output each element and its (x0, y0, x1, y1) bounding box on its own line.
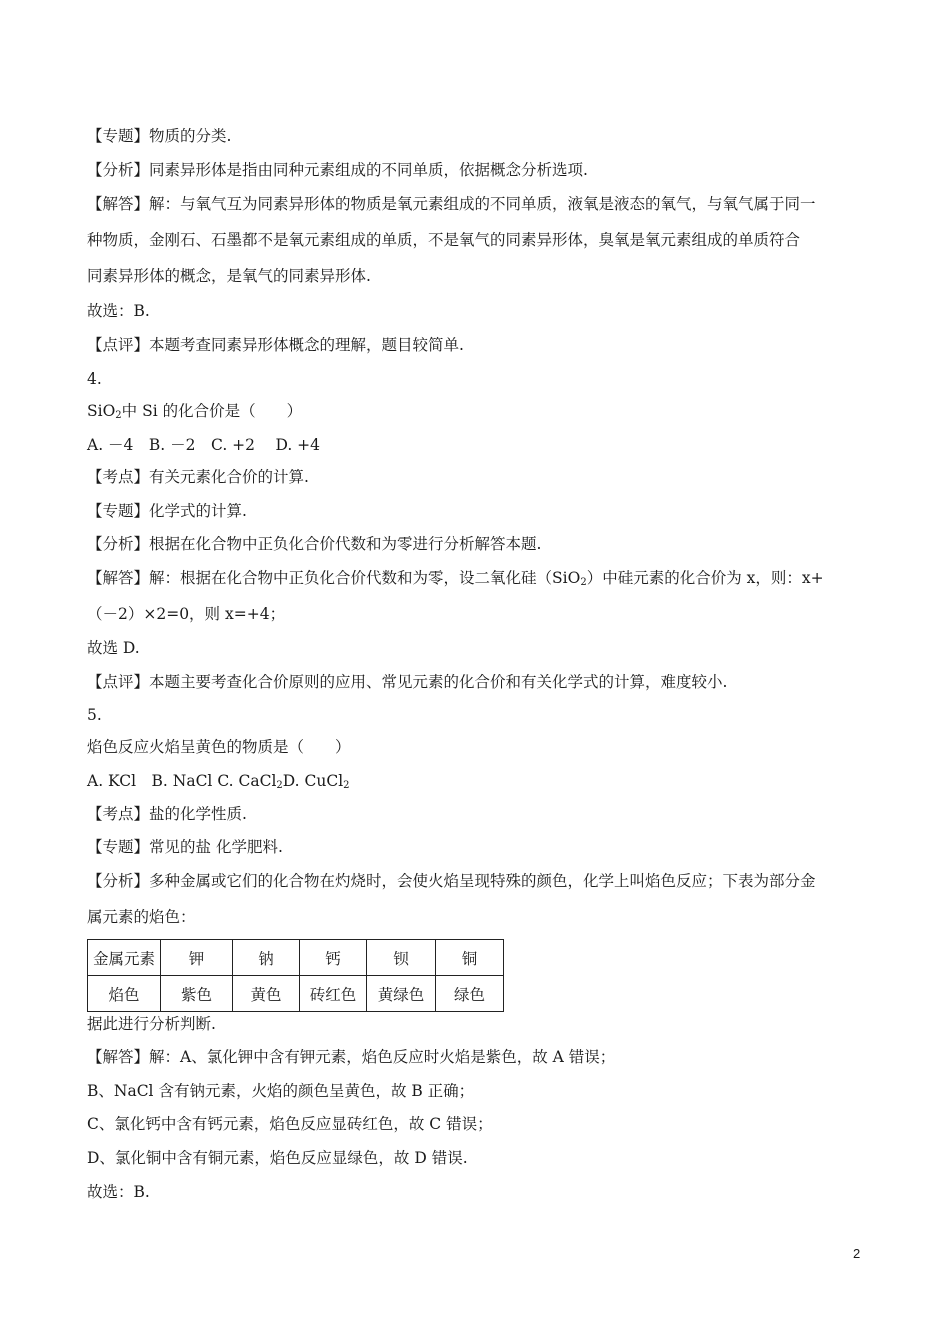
q4-point: 【考点】有关元素化合价的计算. (87, 468, 309, 486)
q3-answer-line-1: 【解答】解：与氧气互为同素异形体的物质是氧元素组成的不同单质，液氧是液态的氧气，与氧气属于同一 (87, 195, 816, 213)
q3-topic: 【专题】物质的分类. (87, 127, 232, 145)
table-cell: 紫色 (161, 976, 233, 1012)
q5-analysis-line-2: 属元素的焰色： (87, 908, 196, 926)
q3-choice: 故选：B. (87, 302, 150, 320)
q5-after-table: 据此进行分析判断. (87, 1015, 216, 1033)
q3-comment: 【点评】本题考查同素异形体概念的理解，题目较简单. (87, 336, 464, 354)
q5-answer-d: D、氯化铜中含有铜元素，焰色反应显绿色，故 D 错误. (87, 1149, 468, 1167)
table-row (88, 976, 504, 1012)
q4-choice: 故选 D. (87, 639, 140, 657)
table-cell: 砖红色 (300, 976, 367, 1012)
table-cell: 钾 (161, 940, 233, 976)
q5-point: 【考点】盐的化学性质. (87, 805, 247, 823)
q5-answer-b: B、NaCl 含有钠元素，火焰的颜色呈黄色，故 B 正确； (87, 1082, 475, 1100)
table-cell: 铜 (436, 940, 504, 976)
q5-options: A. KCl B. NaCl C. CaCl$_2$D. CuCl$_2$ (87, 772, 350, 791)
q4-answer-line-2: （－2）×2=0，则 x=+4； (87, 605, 286, 623)
q4-analysis: 【分析】根据在化合物中正负化合价代数和为零进行分析解答本题. (87, 535, 542, 553)
q5-topic: 【专题】常见的盐 化学肥料. (87, 838, 283, 856)
page-number: 2 (853, 1246, 861, 1261)
q4-topic: 【专题】化学式的计算. (87, 502, 247, 520)
table-cell: 钙 (300, 940, 367, 976)
q5-answer-a: 【解答】解：A、氯化钾中含有钾元素，焰色反应时火焰是紫色，故 A 错误； (87, 1048, 616, 1066)
table-cell: 钡 (367, 940, 436, 976)
q4-comment: 【点评】本题主要考查化合价原则的应用、常见元素的化合价和有关化学式的计算，难度较小. (87, 673, 728, 691)
q5-stem: 焰色反应火焰呈黄色的物质是（ ） (87, 738, 351, 756)
q5-number: 5. (87, 706, 102, 724)
table-cell: 金属元素 (88, 940, 161, 976)
table-cell: 黄色 (233, 976, 300, 1012)
q4-stem: SiO$_2$中 Si 的化合价是（ ） (87, 402, 303, 421)
q3-answer-line-2: 种物质，金刚石、石墨都不是氧元素组成的单质，不是氧气的同素异形体，臭氧是氧元素组成的单质符合 (87, 231, 801, 249)
q3-answer-line-3: 同素异形体的概念，是氧气的同素异形体. (87, 267, 371, 285)
table-header-row (88, 940, 504, 976)
flame-color-table (87, 939, 504, 1012)
q4-options: A. －4 B. －2 C. +2 D. +4 (87, 436, 321, 454)
table-cell: 焰色 (88, 976, 161, 1012)
q5-choice: 故选：B. (87, 1183, 150, 1201)
table-cell: 黄绿色 (367, 976, 436, 1012)
table-cell: 绿色 (436, 976, 504, 1012)
q5-analysis-line-1: 【分析】多种金属或它们的化合物在灼烧时，会使火焰呈现特殊的颜色，化学上叫焰色反应；下表为部分金 (87, 872, 816, 890)
table-cell: 钠 (233, 940, 300, 976)
q5-answer-c: C、氯化钙中含有钙元素，焰色反应显砖红色，故 C 错误； (87, 1115, 493, 1133)
q3-analysis: 【分析】同素异形体是指由同种元素组成的不同单质，依据概念分析选项. (87, 161, 588, 179)
q4-number: 4. (87, 370, 102, 388)
q4-answer-line-1: 【解答】解：根据在化合物中正负化合价代数和为零，设二氧化硅（SiO$_2$）中硅元素的化合价为 x，则：x+ (87, 569, 824, 588)
